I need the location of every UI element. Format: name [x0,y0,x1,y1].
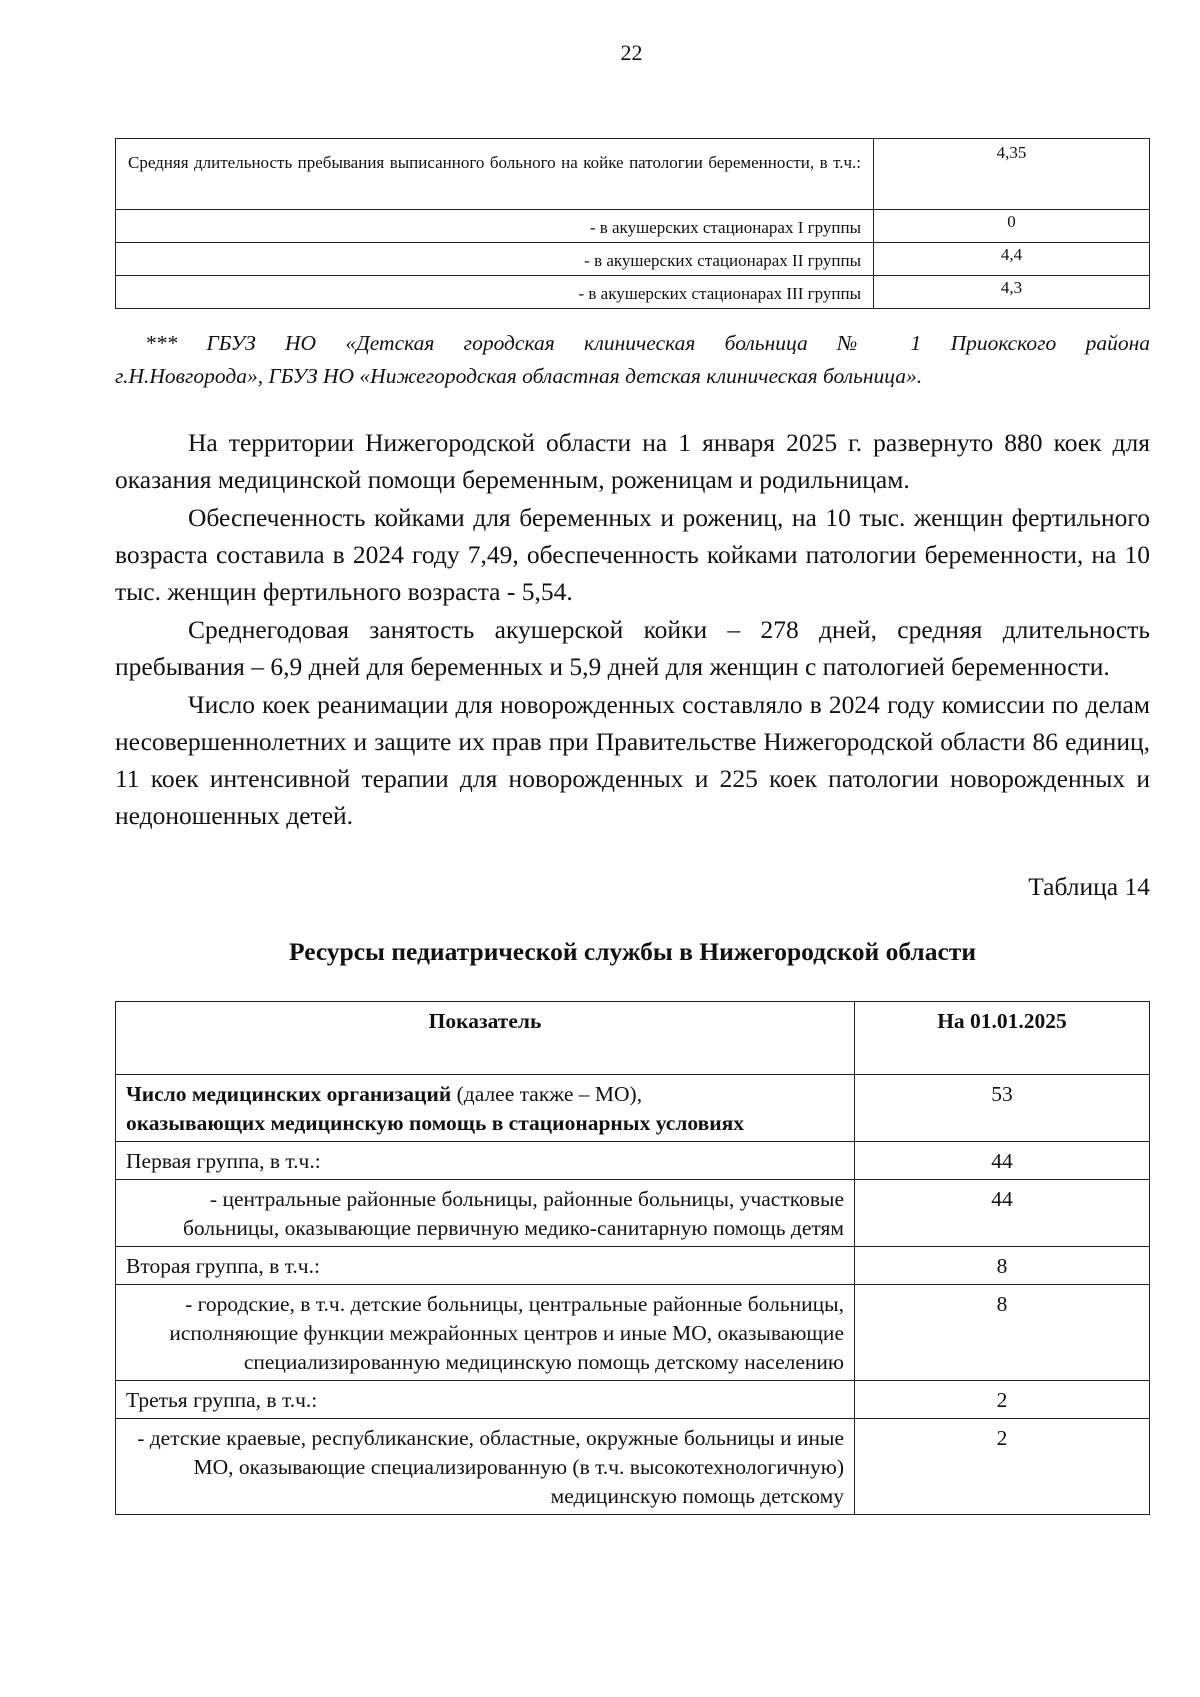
row-value: 44 [855,1180,1150,1247]
row-label: - в акушерских стационарах III группы [116,276,874,309]
row-value: 2 [855,1419,1150,1515]
row-value: 8 [855,1285,1150,1381]
row-label: - детские краевые, республиканские, областные, окружные больницы и иные МО, оказывающие специализированную (в т.ч. высокотехнологичную) медицинскую помощь детскому [116,1419,855,1515]
row-value: 4,3 [874,276,1150,309]
table-label: Таблица 14 [1028,872,1150,901]
row-label: - центральные районные больницы, районные больницы, участковые больницы, оказывающие первичную медико-санитарную помощь детям [116,1180,855,1247]
table-row [116,1247,1150,1285]
row-value: 2 [855,1381,1150,1419]
table-row [116,1142,1150,1180]
paragraph: Среднегодовая занятость акушерской койки – 278 дней, средняя длительность пребывания – 6,9 дней для беременных и 5,9 дней для женщин с патологией беременности. [115,615,1150,681]
label-normal: (далее также – МО), [451,1082,643,1106]
table-row [116,1075,1150,1142]
paragraph: Обеспеченность койками для беременных и рожениц, на 10 тыс. женщин фертильного возраста составила в 2024 году 7,49, обеспеченность койками патологии беременности, на 10 тыс. женщин фертильного возраста - 5,54. [115,503,1150,606]
table-row [116,243,1150,276]
table-row [116,1381,1150,1419]
row-label: Средняя длительность пребывания выписанного больного на койке патологии беременности, в т.ч.: [116,139,874,210]
table-row [116,1180,1150,1247]
row-label: Третья группа, в т.ч.: [116,1381,855,1419]
footnote-line: г.Н.Новгорода», ГБУЗ НО «Нижегородская областная детская клиническая больница». [115,364,923,388]
page-number: 22 [620,40,643,65]
table-row [116,139,1150,210]
column-header: На 01.01.2025 [855,1002,1150,1075]
table-row [116,1285,1150,1381]
footnote-line: *** ГБУЗ НО «Детская городская клиническая больница № 1 Приокского района [145,331,1150,355]
row-label: Вторая группа, в т.ч.: [116,1247,855,1285]
resources-table [115,1001,1150,1515]
label-bold: оказывающих медицинскую помощь в стационарных условиях [126,1111,744,1135]
table-row [116,1419,1150,1515]
row-value: 8 [855,1247,1150,1285]
row-label: Первая группа, в т.ч.: [116,1142,855,1180]
row-label [116,1075,855,1142]
footnote [115,327,1150,393]
body-text [115,424,1150,835]
row-value: 53 [855,1075,1150,1142]
row-value: 0 [874,210,1150,243]
table-row [116,276,1150,309]
table-title: Ресурсы педиатрической службы в Нижегородской области [288,937,977,966]
table-row [116,210,1150,243]
row-label: - городские, в т.ч. детские больницы, центральные районные больницы, исполняющие функции межрайонных центров и иные МО, оказывающие специализированную медицинскую помощь детскому населению [116,1285,855,1381]
paragraph: На территории Нижегородской области на 1 января 2025 г. развернуто 880 коек для оказания медицинской помощи беременным, роженицам и родильницам. [115,428,1150,494]
row-label: - в акушерских стационарах I группы [116,210,874,243]
row-value: 4,35 [874,139,1150,210]
table-header-row [116,1002,1150,1075]
label-bold: Число медицинских организаций [126,1082,452,1106]
row-value: 44 [855,1142,1150,1180]
row-label: - в акушерских стационарах II группы [116,243,874,276]
row-value: 4,4 [874,243,1150,276]
top-table [115,138,1150,309]
paragraph: Число коек реанимации для новорожденных составляло в 2024 году комиссии по делам несовершеннолетних и защите их прав при Правительстве Нижегородской области 86 единиц, 11 коек интенсивной терапии для новорожденных и 225 коек патологии новорожденных и недоношенных детей. [115,690,1150,830]
column-header: Показатель [116,1002,855,1075]
